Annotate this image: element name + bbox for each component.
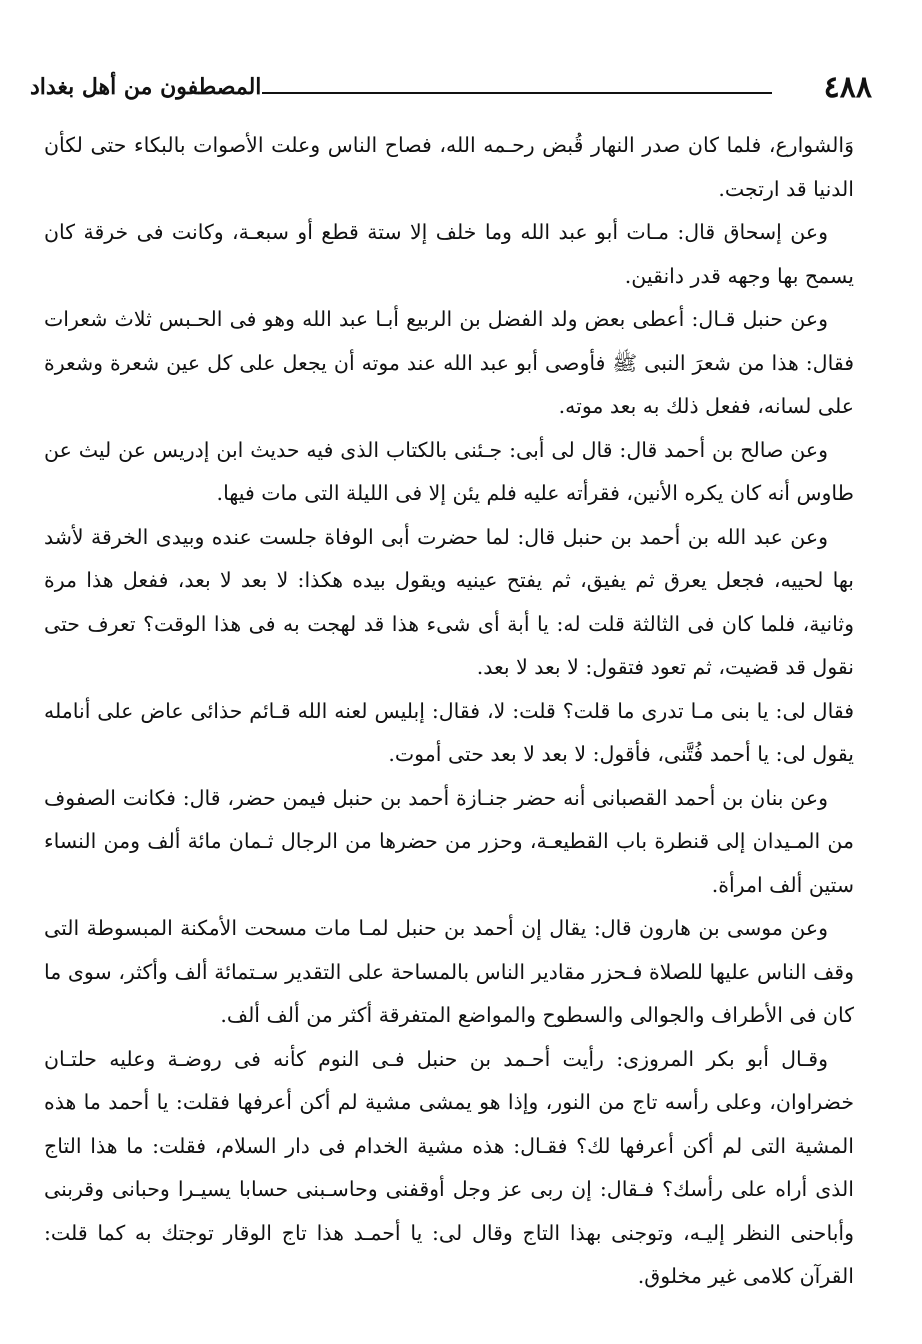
paragraph: وعن حنبل قـال: أعطى بعض ولد الفضل بن الربيع أبـا عبد الله وهو فى الحـبس ثلاث شعرات فقال: هذا من شعرَ النبى ﷺ فأوصى أبو عبد الله عند موته أن يجعل على كل عين شعرة وشعرة على لسانه، ففعل ذلك به بعد موته. (44, 307, 854, 418)
running-title: المصطفون من أهل بغداد (30, 74, 262, 100)
page-header (30, 70, 882, 110)
paragraph: وعن إسحاق قال: مـات أبو عبد الله وما خلف إلا ستة قطع أو سبعـة، وكانت فى خرقة كان يسمح بها وجهه قدر دانقين. (44, 220, 854, 288)
paragraph: وَالشوارع، فلما كان صدر النهار قُبض رحـمه الله، فصاح الناس وعلت الأصوات بالبكاء حتى لكأن الدنيا قد ارتجت. (44, 133, 854, 201)
body-text (44, 124, 854, 1299)
paragraph: وعن عبد الله بن أحمد بن حنبل قال: لما حضرت أبى الوفاة جلست عنده وبيدى الخرقة لأشد بها لحييه، فجعل يعرق ثم يفيق، ثم يفتح عينيه ويقول بيده هكذا: لا بعد لا بعد، ففعل هذا مرة وثانية، فلما كان فى الثالثة قلت له: يا أبة أى شىء هذا قد لهجت به فى هذا الوقت؟ تعرف حتى نقول قد قضيت، ثم تعود فتقول: لا بعد لا بعد. (44, 524, 854, 679)
page-number: ٤٨٨ (823, 70, 872, 105)
paragraph: فقال لى: يا بنى مـا تدرى ما قلت؟ قلت: لا، فقال: إبليس لعنه الله قـائم حذائى عاض على أنامله يقول لى: يا أحمد فُتَّنى، فأقول: لا بعد لا بعد حتى أموت. (44, 698, 854, 766)
paragraph: وعن بنان بن أحمد القصبانى أنه حضر جنـازة أحمد بن حنبل فيمن حضر، قال: فكانت الصفوف من المـيدان إلى قنطرة باب القطيعـة، وحزر من حضرها من الرجال ثـمان مائة ألف ومن النساء ستين ألف امرأة. (44, 785, 854, 897)
header-rule (262, 92, 772, 94)
paragraph: وعن موسى بن هارون قال: يقال إن أحمد بن حنبل لمـا مات مسحت الأمكنة المبسوطة التى وقف الناس عليها للصلاة فـحزر مقادير الناس بالمساحة على التقدير سـتمائة ألف وأكثر، سوى ما كان فى الأطراف والجوالى والسطوح والمواضع المتفرقة أكثر من ألف ألف. (44, 916, 854, 1027)
paragraph: وقـال أبو بكر المروزى: رأيت أحـمد بن حنبل فـى النوم كأنه فى روضـة وعليه حلتـان خضراوان، وعلى رأسه تاج من النور، وإذا هو يمشى مشية لم أكن أعرفها فقلت: يا أحمد ما هذه المشية التى لم أكن أعرفها لك؟ فقـال: هذه مشية الخدام فى دار السلام، فقلت: ما هذا التاج الذى أراه على رأسك؟ فـقال: إن ربى عز وجل أوقفنى وحاسـبنى حسابا يسيـرا وحبانى وقربنى وأباحنى النظر إليـه، وتوجنى بهذا التاج وقال لى: يا أحمـد هذا تاج الوقار توجتك به كما قلت: القرآن كلامى غير مخلوق. (44, 1046, 854, 1288)
paragraph: وعن صالح بن أحمد قال: قال لى أبى: جـئنى بالكتاب الذى فيه حديث ابن إدريس عن ليث عن طاوس أنه كان يكره الأنين، فقرأته عليه فلم يئن إلا فى الليلة التى مات فيها. (44, 437, 854, 505)
